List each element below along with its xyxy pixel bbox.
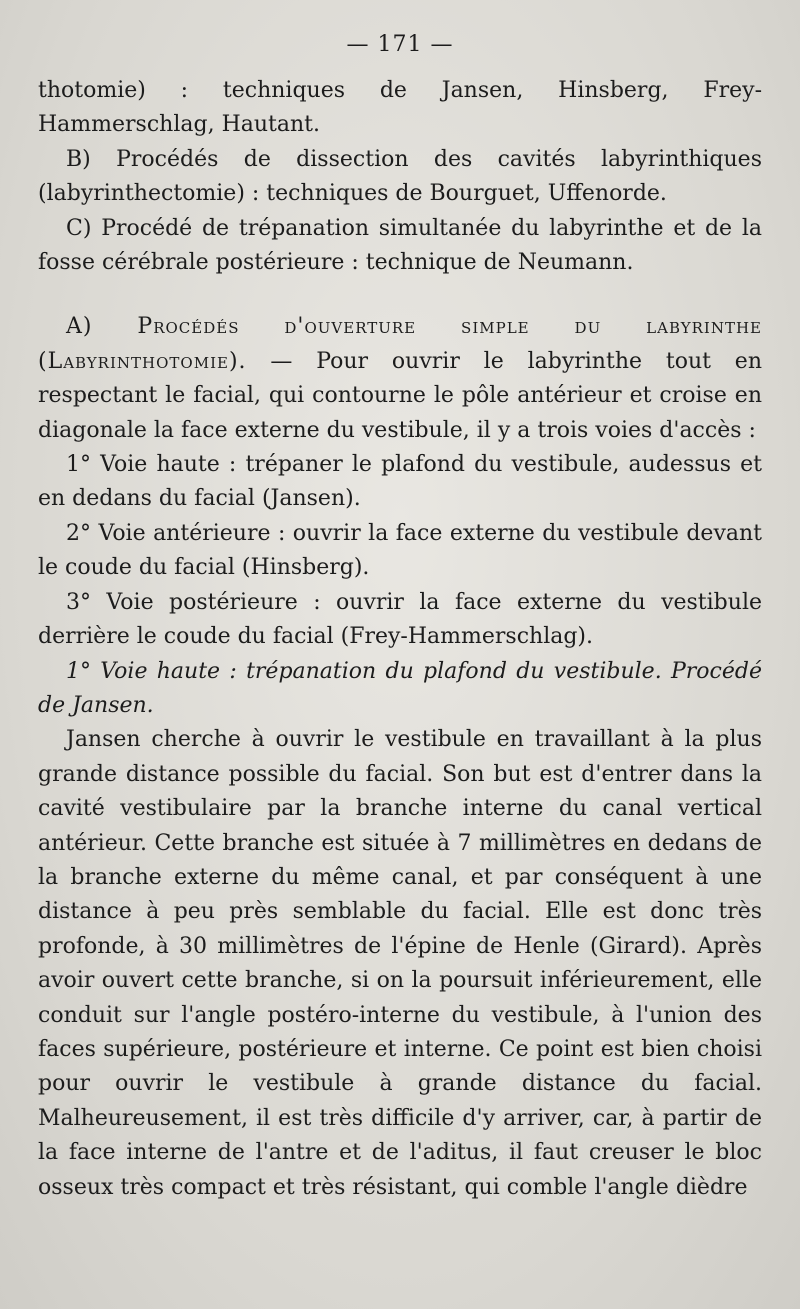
section-a-body: — Pour ouvrir le labyrinthe tout en respectant le facial, qui contourne le pôle antérieur et croise en diagonale la face externe du vestibule, il y a trois voies d'accès : xyxy=(38,348,762,443)
subheading-voie-haute: 1° Voie haute : trépanation du plafond du vestibule. Procédé de Jansen. xyxy=(38,658,762,718)
section-a-heading: A) Procédés d'ouverture simple du labyrinthe (Labyrinthotomie). xyxy=(38,314,762,374)
paragraph-jansen: Jansen cherche à ouvrir le vestibule en travaillant à la plus grande distance possible du facial. Son but est d'entrer dans la cavité vestibulaire par la branche interne du canal vertical antérieur. Cette branche est située à 7 millimètres en dedans de la branche externe du même canal, et par conséquent à une distance à peu près semblable du facial. Elle est donc très profonde, à 30 millimètres de l'épine de Henle (Girard). Après avoir ouvert cette branche, si on la poursuit inférieurement, elle conduit sur l'angle postéro-interne du vestibule, à l'union des faces supérieure, postérieure et interne. Ce point est bien choisi pour ouvrir le vestibule à grande distance du facial. Malheureusement, il est très difficile d'y arriver, car, à partir de la face interne de l'antre et de l'aditus, il faut creuser le bloc osseux très compact et très résistant, qui comble l'angle dièdre xyxy=(38,727,762,1200)
page-number: — 171 — xyxy=(346,32,454,57)
page-body xyxy=(38,74,762,1205)
paragraph-procedure-b: B) Procédés de dissection des cavités labyrinthiques (labyrinthectomie) : techniques de Bourguet, Uffenorde. xyxy=(38,146,762,207)
section-a-paragraph xyxy=(38,310,762,448)
voie-haute-item: 1° Voie haute : trépaner le plafond du vestibule, audessus et en dedans du facial (Jansen). xyxy=(38,452,762,512)
voie-anterieure-item: 2° Voie antérieure : ouvrir la face externe du vestibule devant le coude du facial (Hinsberg). xyxy=(38,520,762,581)
paragraph-procedure-c: C) Procédé de trépanation simultanée du labyrinthe et de la fosse cérébrale postérieure : technique de Neumann. xyxy=(38,215,762,276)
voie-posterieure-item: 3° Voie postérieure : ouvrir la face externe du vestibule derrière le coude du facial (Frey-Hammerschlag). xyxy=(38,589,762,650)
paragraph-continuation: thotomie) : techniques de Jansen, Hinsberg, Frey-Hammerschlag, Hautant. xyxy=(38,78,762,138)
